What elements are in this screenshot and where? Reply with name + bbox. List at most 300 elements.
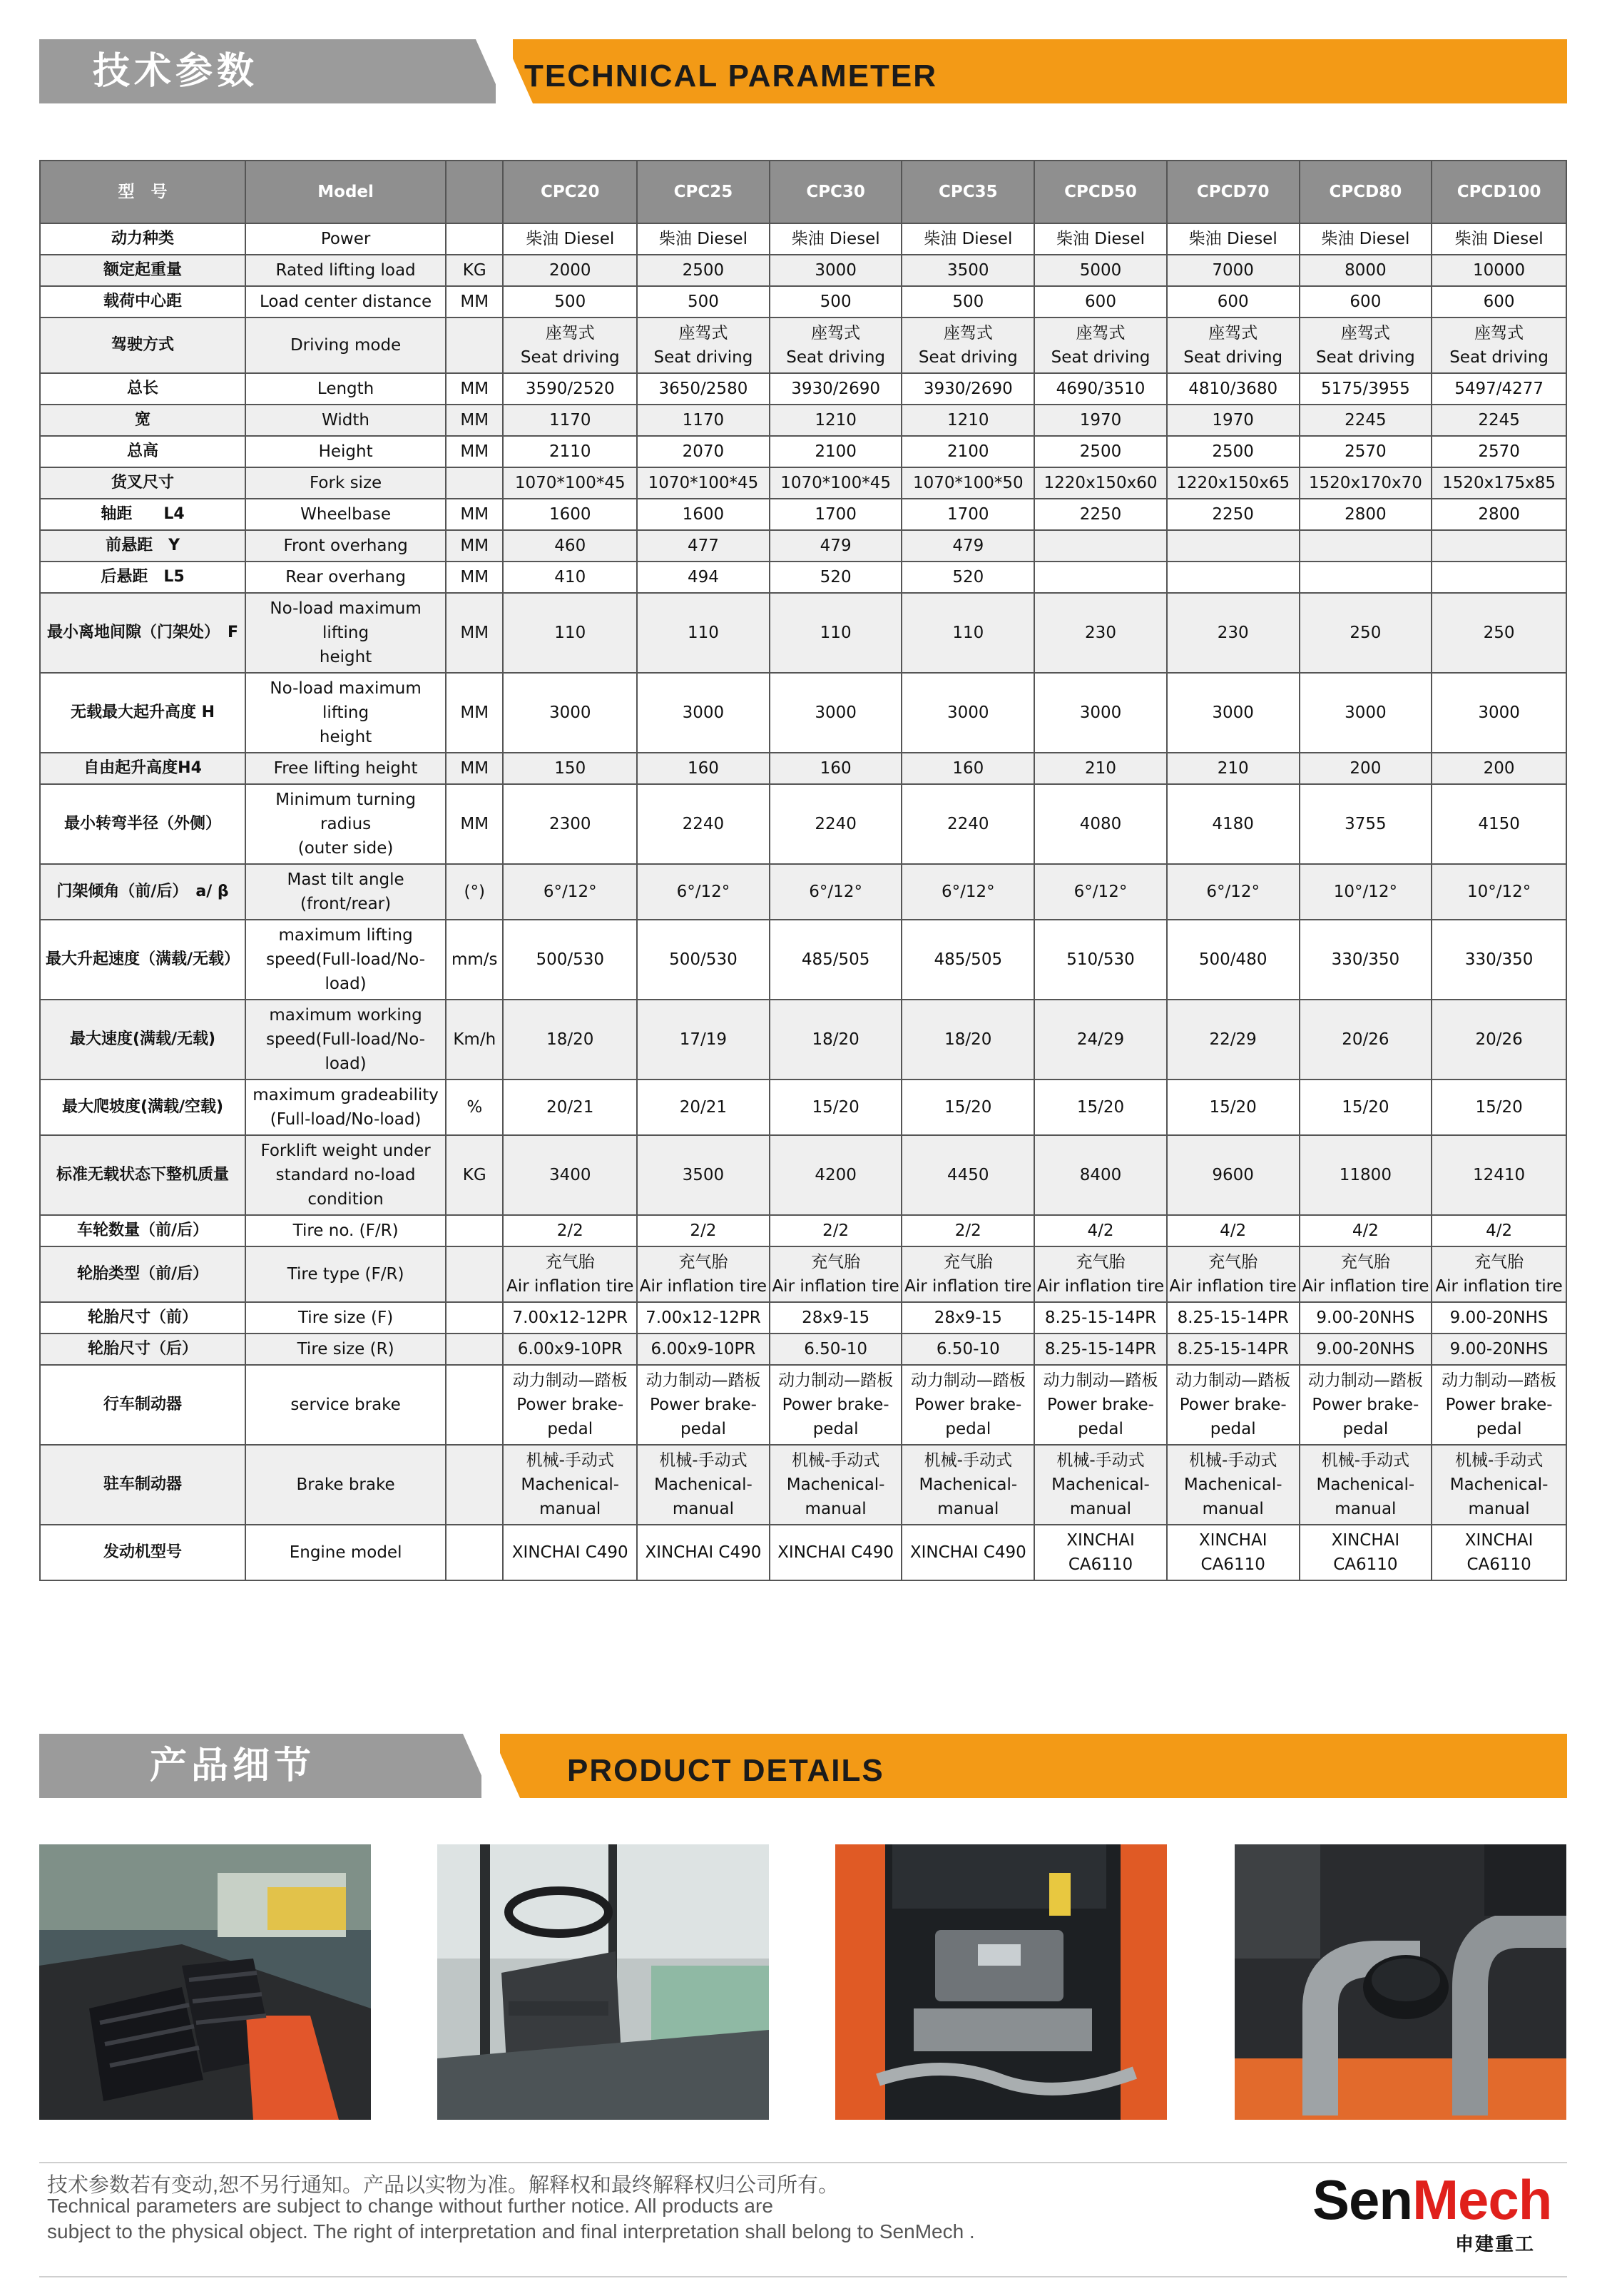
param-value: 210: [1167, 753, 1300, 784]
param-value: 2800: [1300, 499, 1432, 530]
param-name-en: Power: [245, 223, 446, 255]
param-value: [1300, 562, 1432, 593]
param-name-en: Tire type (F/R): [245, 1246, 446, 1302]
table-row: [40, 1215, 1566, 1246]
param-unit: [446, 1525, 503, 1580]
param-value: 动力制动—踏板 Power brake- pedal: [770, 1365, 902, 1445]
param-value: 机械-手动式 Machenical- manual: [770, 1445, 902, 1525]
footer-note-cn: 技术参数若有变动,恕不另行通知。产品以实物为准。解释权和最终解释权归公司所有。: [47, 2174, 840, 2197]
param-value: 8000: [1300, 255, 1432, 286]
param-value: 机械-手动式 Machenical- manual: [637, 1445, 770, 1525]
param-value: 6°/12°: [637, 864, 770, 920]
param-name-cn: 轮胎尺寸（前）: [40, 1302, 245, 1334]
footer-note-en-2: subject to the physical object. The right of interpretation and final interpretation shall belong to SenMech .: [47, 2220, 975, 2242]
param-value: 500: [770, 286, 902, 318]
param-name-en: maximum lifting speed(Full-load/No-load): [245, 920, 446, 1000]
param-value: 1210: [770, 405, 902, 436]
param-value: 15/20: [902, 1080, 1034, 1135]
param-value: [1167, 530, 1300, 562]
param-unit: [446, 223, 503, 255]
param-unit: Km/h: [446, 1000, 503, 1080]
table-row: [40, 436, 1566, 467]
param-value: 6°/12°: [1167, 864, 1300, 920]
table-row: [40, 373, 1566, 405]
param-value: 7000: [1167, 255, 1300, 286]
param-unit: MM: [446, 784, 503, 864]
param-value: 3000: [1034, 673, 1167, 753]
param-value: XINCHAI CA6110: [1034, 1525, 1167, 1580]
param-name-en: Wheelbase: [245, 499, 446, 530]
param-value: 2/2: [503, 1215, 637, 1246]
param-name-cn: 最大爬坡度(满载/空载): [40, 1080, 245, 1135]
photo-engine: [835, 1844, 1167, 2120]
param-value: 2100: [902, 436, 1034, 467]
table-row: [40, 864, 1566, 920]
param-unit: (°): [446, 864, 503, 920]
param-value: 160: [637, 753, 770, 784]
table-row: [40, 1246, 1566, 1302]
param-value: 1600: [503, 499, 637, 530]
param-unit: MM: [446, 530, 503, 562]
param-name-cn: 最小转弯半径（外侧）: [40, 784, 245, 864]
param-value: 17/19: [637, 1000, 770, 1080]
param-value: 18/20: [770, 1000, 902, 1080]
param-unit: MM: [446, 562, 503, 593]
param-value: [1034, 530, 1167, 562]
param-name-cn: 发动机型号: [40, 1525, 245, 1580]
param-value: 330/350: [1432, 920, 1566, 1000]
param-value: 1600: [637, 499, 770, 530]
param-value: 动力制动—踏板 Power brake- pedal: [637, 1365, 770, 1445]
param-name-en: Load center distance: [245, 286, 446, 318]
param-value: 座驾式 Seat driving: [1034, 318, 1167, 373]
param-name-cn: 前悬距 Y: [40, 530, 245, 562]
param-value: 3000: [1167, 673, 1300, 753]
param-value: 3000: [770, 255, 902, 286]
param-unit: MM: [446, 593, 503, 673]
param-value: 6°/12°: [503, 864, 637, 920]
header-model: CPC20: [503, 161, 637, 223]
logo-text-a: Sen: [1312, 2168, 1413, 2231]
param-value: 4180: [1167, 784, 1300, 864]
param-value: 230: [1167, 593, 1300, 673]
header-model: CPC25: [637, 161, 770, 223]
param-value: 2500: [637, 255, 770, 286]
param-unit: [446, 1445, 503, 1525]
param-name-cn: 最大升起速度（满载/无载）: [40, 920, 245, 1000]
param-value: 3000: [770, 673, 902, 753]
param-value: 2070: [637, 436, 770, 467]
param-value: 230: [1034, 593, 1167, 673]
param-value: [1432, 530, 1566, 562]
param-value: XINCHAI C490: [503, 1525, 637, 1580]
param-value: 3000: [503, 673, 637, 753]
param-value: 4080: [1034, 784, 1167, 864]
param-value: 500/530: [637, 920, 770, 1000]
footer-bottom-divider: [39, 2276, 1567, 2277]
param-value: 充气胎 Air inflation tire: [1034, 1246, 1167, 1302]
param-value: 510/530: [1034, 920, 1167, 1000]
param-value: 28x9-15: [770, 1302, 902, 1334]
param-value: 4450: [902, 1135, 1034, 1215]
param-value: 充气胎 Air inflation tire: [637, 1246, 770, 1302]
param-value: 2245: [1300, 405, 1432, 436]
param-value: 柴油 Diesel: [770, 223, 902, 255]
param-value: 7.00x12-12PR: [503, 1302, 637, 1334]
param-value: 20/26: [1432, 1000, 1566, 1080]
param-value: 22/29: [1167, 1000, 1300, 1080]
param-value: 460: [503, 530, 637, 562]
param-value: 3000: [1432, 673, 1566, 753]
header-cell-model: Model: [245, 161, 446, 223]
param-value: 479: [902, 530, 1034, 562]
param-value: 485/505: [902, 920, 1034, 1000]
param-value: 15/20: [770, 1080, 902, 1135]
param-value: 160: [770, 753, 902, 784]
param-name-en: Tire no. (F/R): [245, 1215, 446, 1246]
param-name-en: Driving mode: [245, 318, 446, 373]
param-value: 1070*100*45: [503, 467, 637, 499]
param-value: 500/480: [1167, 920, 1300, 1000]
param-value: [1167, 562, 1300, 593]
param-value: 充气胎 Air inflation tire: [1432, 1246, 1566, 1302]
param-value: XINCHAI C490: [902, 1525, 1034, 1580]
param-value: 1520x170x70: [1300, 467, 1432, 499]
param-value: [1034, 562, 1167, 593]
param-value: 6.00x9-10PR: [637, 1334, 770, 1365]
param-name-en: Mast tilt angle (front/rear): [245, 864, 446, 920]
param-value: 柴油 Diesel: [1167, 223, 1300, 255]
param-value: 4/2: [1034, 1215, 1167, 1246]
param-name-cn: 货叉尺寸: [40, 467, 245, 499]
param-value: 柴油 Diesel: [1300, 223, 1432, 255]
param-value: 1520x175x85: [1432, 467, 1566, 499]
param-value: 动力制动—踏板 Power brake- pedal: [1432, 1365, 1566, 1445]
param-value: 2/2: [637, 1215, 770, 1246]
param-value: 2110: [503, 436, 637, 467]
param-name-en: Engine model: [245, 1525, 446, 1580]
param-value: 9.00-20NHS: [1432, 1334, 1566, 1365]
param-value: 6.00x9-10PR: [503, 1334, 637, 1365]
param-value: 充气胎 Air inflation tire: [1300, 1246, 1432, 1302]
param-value: XINCHAI CA6110: [1300, 1525, 1432, 1580]
spec-table: [39, 160, 1567, 1581]
param-value: 机械-手动式 Machenical- manual: [503, 1445, 637, 1525]
param-name-cn: 最小离地间隙（门架处） F: [40, 593, 245, 673]
param-value: 动力制动—踏板 Power brake- pedal: [1167, 1365, 1300, 1445]
header-model: CPCD50: [1034, 161, 1167, 223]
param-value: 15/20: [1167, 1080, 1300, 1135]
param-value: 2570: [1432, 436, 1566, 467]
param-value: 4/2: [1432, 1215, 1566, 1246]
table-row: [40, 255, 1566, 286]
param-name-en: Height: [245, 436, 446, 467]
footer-divider: [39, 2162, 1567, 2163]
param-value: 110: [637, 593, 770, 673]
logo-subtitle: 申建重工: [1455, 2234, 1536, 2255]
param-value: 3000: [637, 673, 770, 753]
param-value: 15/20: [1300, 1080, 1432, 1135]
param-value: 500: [503, 286, 637, 318]
param-value: 1070*100*45: [770, 467, 902, 499]
table-row: [40, 753, 1566, 784]
param-name-cn: 轮胎尺寸（后）: [40, 1334, 245, 1365]
param-value: 485/505: [770, 920, 902, 1000]
param-unit: KG: [446, 1135, 503, 1215]
param-value: 6.50-10: [770, 1334, 902, 1365]
param-name-en: Free lifting height: [245, 753, 446, 784]
param-value: 500: [902, 286, 1034, 318]
param-value: 4690/3510: [1034, 373, 1167, 405]
param-value: 1070*100*45: [637, 467, 770, 499]
param-unit: MM: [446, 673, 503, 753]
param-value: 1170: [503, 405, 637, 436]
param-value: 座驾式 Seat driving: [770, 318, 902, 373]
param-value: 110: [770, 593, 902, 673]
param-value: 2100: [770, 436, 902, 467]
param-value: 479: [770, 530, 902, 562]
param-value: 3930/2690: [902, 373, 1034, 405]
param-value: 477: [637, 530, 770, 562]
header-model: CPCD100: [1432, 161, 1566, 223]
param-value: 1970: [1034, 405, 1167, 436]
param-value: 410: [503, 562, 637, 593]
param-value: 8.25-15-14PR: [1167, 1302, 1300, 1334]
param-unit: KG: [446, 255, 503, 286]
table-row: [40, 1334, 1566, 1365]
param-value: 2/2: [770, 1215, 902, 1246]
param-value: 250: [1300, 593, 1432, 673]
param-unit: MM: [446, 405, 503, 436]
param-unit: MM: [446, 753, 503, 784]
param-value: [1432, 562, 1566, 593]
table-row: [40, 673, 1566, 753]
param-value: 1700: [770, 499, 902, 530]
param-value: 6°/12°: [902, 864, 1034, 920]
param-name-cn: 宽: [40, 405, 245, 436]
param-value: XINCHAI CA6110: [1432, 1525, 1566, 1580]
table-row: [40, 530, 1566, 562]
param-name-cn: 自由起升高度H4: [40, 753, 245, 784]
param-unit: MM: [446, 499, 503, 530]
param-value: 3930/2690: [770, 373, 902, 405]
param-unit: [446, 1334, 503, 1365]
param-value: 500/530: [503, 920, 637, 1000]
param-value: 3590/2520: [503, 373, 637, 405]
param-name-en: Rear overhang: [245, 562, 446, 593]
param-name-en: Tire size (R): [245, 1334, 446, 1365]
param-value: 2570: [1300, 436, 1432, 467]
param-name-en: maximum gradeability (Full-load/No-load): [245, 1080, 446, 1135]
param-value: 494: [637, 562, 770, 593]
table-row: [40, 593, 1566, 673]
param-name-cn: 最大速度(满载/无载): [40, 1000, 245, 1080]
param-value: 210: [1034, 753, 1167, 784]
param-value: 2800: [1432, 499, 1566, 530]
param-value: 柴油 Diesel: [503, 223, 637, 255]
param-value: 2300: [503, 784, 637, 864]
table-row: [40, 1365, 1566, 1445]
param-value: 4/2: [1167, 1215, 1300, 1246]
param-value: 2000: [503, 255, 637, 286]
param-value: XINCHAI C490: [770, 1525, 902, 1580]
param-value: 5000: [1034, 255, 1167, 286]
param-value: 座驾式 Seat driving: [503, 318, 637, 373]
param-name-en: Brake brake: [245, 1445, 446, 1525]
param-name-en: Forklift weight under standard no-load condition: [245, 1135, 446, 1215]
param-value: 充气胎 Air inflation tire: [1167, 1246, 1300, 1302]
photo-cabin-steering: [437, 1844, 769, 2120]
param-value: 动力制动—踏板 Power brake- pedal: [503, 1365, 637, 1445]
param-value: 座驾式 Seat driving: [1167, 318, 1300, 373]
footer-note-en-1: Technical parameters are subject to change without further notice. All products are: [47, 2195, 773, 2217]
param-value: 1220x150x60: [1034, 467, 1167, 499]
table-row: [40, 405, 1566, 436]
param-name-en: No-load maximum lifting height: [245, 673, 446, 753]
param-name-cn: 行车制动器: [40, 1365, 245, 1445]
param-name-cn: 门架倾角（前/后） a/ β: [40, 864, 245, 920]
param-unit: [446, 1246, 503, 1302]
param-value: 500: [637, 286, 770, 318]
param-name-cn: 轴距 L4: [40, 499, 245, 530]
param-value: 7.00x12-12PR: [637, 1302, 770, 1334]
param-value: 3000: [1300, 673, 1432, 753]
table-row: [40, 286, 1566, 318]
param-value: 柴油 Diesel: [1034, 223, 1167, 255]
param-value: 1970: [1167, 405, 1300, 436]
table-header-row: [40, 161, 1566, 223]
table-row: [40, 1080, 1566, 1135]
header-model: CPCD70: [1167, 161, 1300, 223]
param-unit: [446, 318, 503, 373]
param-value: 5175/3955: [1300, 373, 1432, 405]
header-model: CPC35: [902, 161, 1034, 223]
param-value: 2500: [1167, 436, 1300, 467]
param-value: 18/20: [503, 1000, 637, 1080]
param-value: [1300, 530, 1432, 562]
param-value: 机械-手动式 Machenical- manual: [902, 1445, 1034, 1525]
param-value: 机械-手动式 Machenical- manual: [1034, 1445, 1167, 1525]
param-value: 200: [1300, 753, 1432, 784]
param-name-en: maximum working speed(Full-load/No-load): [245, 1000, 446, 1080]
param-value: 8.25-15-14PR: [1167, 1334, 1300, 1365]
param-name-cn: 动力种类: [40, 223, 245, 255]
param-value: 3650/2580: [637, 373, 770, 405]
param-value: 3400: [503, 1135, 637, 1215]
param-value: 座驾式 Seat driving: [637, 318, 770, 373]
param-value: 600: [1034, 286, 1167, 318]
header-title-en: TECHNICAL PARAMETER: [524, 59, 938, 93]
table-row: [40, 223, 1566, 255]
table-row: [40, 467, 1566, 499]
param-value: 28x9-15: [902, 1302, 1034, 1334]
param-unit: [446, 1215, 503, 1246]
param-value: 1220x150x65: [1167, 467, 1300, 499]
param-value: 6°/12°: [770, 864, 902, 920]
param-value: 2250: [1167, 499, 1300, 530]
param-value: 4150: [1432, 784, 1566, 864]
param-value: 600: [1167, 286, 1300, 318]
param-value: 24/29: [1034, 1000, 1167, 1080]
param-value: 8400: [1034, 1135, 1167, 1215]
param-value: 机械-手动式 Machenical- manual: [1300, 1445, 1432, 1525]
param-name-en: Rated lifting load: [245, 255, 446, 286]
param-value: 20/21: [637, 1080, 770, 1135]
param-value: 18/20: [902, 1000, 1034, 1080]
header-cell-unit: [446, 161, 503, 223]
param-value: 座驾式 Seat driving: [902, 318, 1034, 373]
param-value: 2500: [1034, 436, 1167, 467]
param-value: 200: [1432, 753, 1566, 784]
header-cell-type: 型 号: [40, 161, 245, 223]
param-value: 10000: [1432, 255, 1566, 286]
param-value: 3500: [902, 255, 1034, 286]
param-name-cn: 车轮数量（前/后）: [40, 1215, 245, 1246]
table-row: [40, 784, 1566, 864]
param-value: 1210: [902, 405, 1034, 436]
param-unit: MM: [446, 286, 503, 318]
param-value: 600: [1432, 286, 1566, 318]
param-value: 9600: [1167, 1135, 1300, 1215]
param-name-cn: 总高: [40, 436, 245, 467]
technical-parameter-header: [39, 39, 1567, 103]
table-row: [40, 1445, 1566, 1525]
param-name-cn: 额定起重量: [40, 255, 245, 286]
header-title-en: PRODUCT DETAILS: [567, 1753, 884, 1788]
param-value: 2245: [1432, 405, 1566, 436]
param-value: 充气胎 Air inflation tire: [503, 1246, 637, 1302]
param-value: 座驾式 Seat driving: [1300, 318, 1432, 373]
param-value: XINCHAI C490: [637, 1525, 770, 1580]
param-value: 9.00-20NHS: [1300, 1334, 1432, 1365]
param-value: 柴油 Diesel: [637, 223, 770, 255]
header-model: CPCD80: [1300, 161, 1432, 223]
param-name-en: service brake: [245, 1365, 446, 1445]
param-value: 330/350: [1300, 920, 1432, 1000]
param-value: 3755: [1300, 784, 1432, 864]
param-name-en: Width: [245, 405, 446, 436]
table-row: [40, 1135, 1566, 1215]
param-name-en: Minimum turning radius (outer side): [245, 784, 446, 864]
param-value: 15/20: [1034, 1080, 1167, 1135]
param-value: 充气胎 Air inflation tire: [770, 1246, 902, 1302]
param-value: 110: [503, 593, 637, 673]
param-name-en: No-load maximum lifting height: [245, 593, 446, 673]
param-value: 动力制动—踏板 Power brake- pedal: [1034, 1365, 1167, 1445]
param-value: 机械-手动式 Machenical- manual: [1432, 1445, 1566, 1525]
table-row: [40, 562, 1566, 593]
product-details-header: [39, 1734, 1567, 1798]
photo-exhaust-pipes: [1235, 1844, 1566, 2120]
header-model: CPC30: [770, 161, 902, 223]
param-unit: [446, 1365, 503, 1445]
param-value: 座驾式 Seat driving: [1432, 318, 1566, 373]
table-row: [40, 318, 1566, 373]
param-value: 4/2: [1300, 1215, 1432, 1246]
param-value: 动力制动—踏板 Power brake- pedal: [1300, 1365, 1432, 1445]
param-value: 2250: [1034, 499, 1167, 530]
table-row: [40, 1525, 1566, 1580]
param-value: 充气胎 Air inflation tire: [902, 1246, 1034, 1302]
param-value: 8.25-15-14PR: [1034, 1302, 1167, 1334]
param-value: 600: [1300, 286, 1432, 318]
param-name-cn: 无载最大起升高度 H: [40, 673, 245, 753]
param-value: 15/20: [1432, 1080, 1566, 1135]
param-value: 柴油 Diesel: [1432, 223, 1566, 255]
param-value: 20/21: [503, 1080, 637, 1135]
param-value: 3500: [637, 1135, 770, 1215]
param-unit: MM: [446, 373, 503, 405]
